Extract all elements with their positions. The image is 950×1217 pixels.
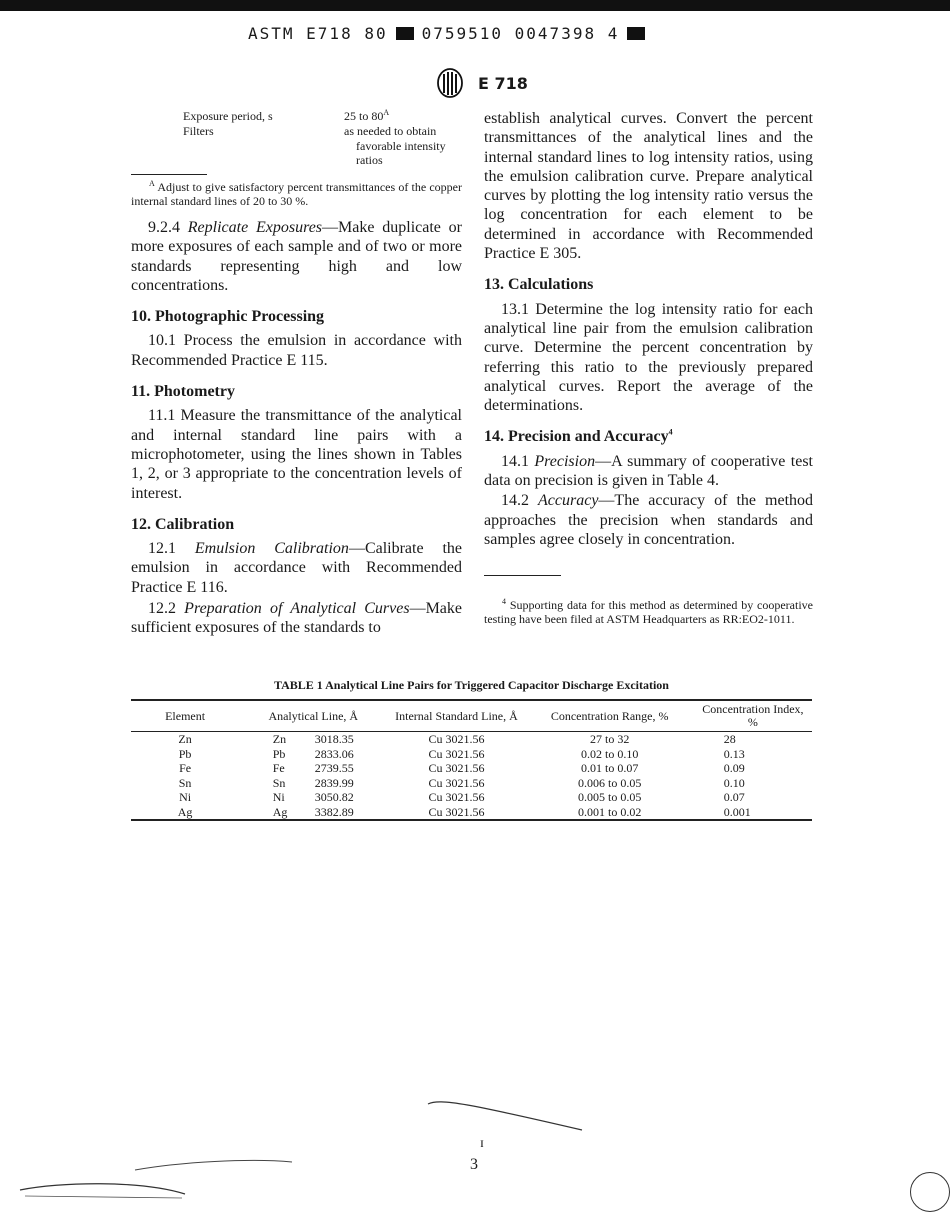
designation-row — [436, 68, 528, 98]
right-column — [484, 109, 813, 549]
table-row — [131, 747, 812, 762]
cell-internal-standard: Cu 3021.56 — [387, 805, 525, 821]
cell-range: 0.01 to 0.07 — [580, 761, 639, 775]
table-1 — [131, 699, 812, 821]
table-header-row — [131, 700, 812, 732]
table-1-caption: TABLE 1 Analytical Line Pairs for Triggered Capacitor Discharge Excitation — [274, 678, 669, 692]
exposure-label-1: Exposure period, s — [183, 109, 273, 123]
cell-index: 0.07 — [723, 790, 745, 804]
cell-index: 0.10 — [723, 775, 745, 790]
header-code — [248, 22, 708, 44]
footnote-rule — [484, 575, 561, 576]
cell-range: 0.02 to 0.10 — [580, 746, 639, 761]
exposure-value-2: as needed to obtain favorable intensity ratios — [344, 124, 446, 167]
cell-element: Pb — [178, 746, 192, 761]
heading-14: 14. Precision and Accuracy$^4$ — [484, 428, 673, 446]
stray-mark: ɪ — [480, 1136, 484, 1151]
col-header-concentration-index: Concentration Index, % — [694, 700, 812, 732]
cell-element: Ni — [179, 790, 192, 804]
heading-12: 12. Calibration — [131, 515, 235, 533]
footnote-rule — [131, 174, 207, 175]
table-row — [131, 761, 812, 776]
col-header-internal-standard: Internal Standard Line, Å — [387, 700, 525, 732]
circle-mark — [910, 1172, 950, 1212]
cell-range: 0.005 to 0.05 — [577, 790, 642, 804]
cell-element: Sn — [178, 775, 192, 790]
col-header-concentration-range: Concentration Range, % — [526, 700, 694, 732]
header-block-mark — [396, 27, 414, 40]
cell-range: 27 to 32 — [589, 732, 630, 746]
footnote-4: $^4$ Supporting data for this method as determined by cooperative testing have been filed at ASTM Headquarters as RR:EO2-1011. — [484, 597, 814, 626]
cell-analytical-line: Pb 2833.06 — [272, 746, 354, 761]
cell-range: 0.006 to 0.05 — [577, 775, 642, 790]
col-header-analytical-line: Analytical Line, Å — [239, 700, 387, 732]
cell-analytical-line: Ag 3382.89 — [239, 805, 387, 821]
cell-analytical-line: Zn 3018.35 — [272, 732, 354, 746]
cell-element: Fe — [179, 761, 192, 775]
col-header-element: Element — [131, 700, 239, 732]
cell-analytical-line: Ni 3050.82 — [272, 790, 354, 804]
table-row — [131, 732, 812, 747]
cell-element: Zn — [178, 732, 192, 746]
paragraph-10-1: 10.1 Process the emulsion in accordance with Recommended Practice E 115. — [131, 332, 462, 369]
cell-index: 0.09 — [723, 761, 745, 775]
header-block-mark — [627, 27, 645, 40]
cell-index: 0.001 — [694, 805, 812, 821]
table-row — [131, 805, 812, 821]
cell-internal-standard: Cu 3021.56 — [428, 775, 485, 790]
heading-13: 13. Calculations — [484, 276, 594, 294]
top-black-bar — [0, 0, 950, 11]
cell-internal-standard: Cu 3021.56 — [428, 790, 485, 804]
paragraph-12-1: 12.1 Emulsion Calibration—Calibrate the emulsion in accordance with Recommended Practice E 116. — [131, 540, 463, 596]
cell-index: 28 — [723, 732, 736, 746]
cell-internal-standard: Cu 3021.56 — [428, 746, 485, 761]
paragraph-11-1: 11.1 Measure the transmittance of the analytical and internal standard line pairs with a microphotometer, using the lines shown in Tables 1, 2, or 3 appropriate to the concentration levels of interest. — [131, 407, 462, 502]
exposure-label-2: Filters — [183, 124, 214, 138]
heading-11: 11. Photometry — [131, 383, 235, 401]
heading-10: 10. Photographic Processing — [131, 308, 325, 326]
paragraph-14-1: 14.1 Precision—A summary of cooperative test data on precision is given in Table 4. — [484, 452, 813, 490]
astm-logo-icon — [436, 68, 464, 98]
paragraph-13-1: 13.1 Determine the log intensity ratio for each analytical line pair from the emulsion calibration curve. Determine the percent concentration by referring this ratio to the previously prepared analytical curves. Report the average of the determinations. — [484, 300, 813, 415]
cell-analytical-line: Sn 2839.99 — [272, 775, 354, 790]
table-row — [131, 776, 812, 791]
paragraph-14-2: 14.2 Accuracy—The accuracy of the method approaches the precision when standards and samples agree closely in concentration. — [484, 492, 814, 548]
page-number: 3 — [470, 1156, 478, 1173]
scan-marks — [0, 1090, 950, 1217]
exposure-value-1: 25 to $80^A$ — [344, 108, 390, 123]
designation: E 718 — [478, 73, 528, 93]
left-column — [131, 218, 462, 638]
paragraph-12-2-continued: establish analytical curves. Convert the percent transmittances of the analytical lines and the internal standard lines to log intensity ratios, using the emulsion calibration curve. Prepare analytical curves by plotting the log intensity ratio versus the log concentration for each element to be determined in accordance with Recommended Practice E 305. — [484, 110, 813, 263]
exposure-footnote: $^A$ Adjust to give satisfactory percent transmittances of the copper internal standard lines of 20 to 30 %. — [131, 179, 463, 208]
cell-analytical-line: Fe 2739.55 — [272, 761, 354, 775]
header-code-mid: 0759510 0047398 4 — [421, 23, 620, 43]
header-code-left: ASTM E718 80 — [248, 23, 388, 43]
paragraph-9-2-4: 9.2.4 Replicate Exposures—Make duplicate or more exposures of each sample and of two or more standards representing high and low concentrations. — [131, 219, 462, 294]
paragraph-12-2: 12.2 Preparation of Analytical Curves—Make sufficient exposures of the standards to — [131, 600, 462, 637]
cell-internal-standard: Cu 3021.56 — [428, 732, 485, 746]
cell-index: 0.13 — [723, 746, 745, 761]
cell-internal-standard: Cu 3021.56 — [428, 761, 485, 775]
cell-range: 0.001 to 0.02 — [526, 805, 694, 821]
cell-element: Ag — [131, 805, 239, 821]
table-row — [131, 790, 812, 805]
